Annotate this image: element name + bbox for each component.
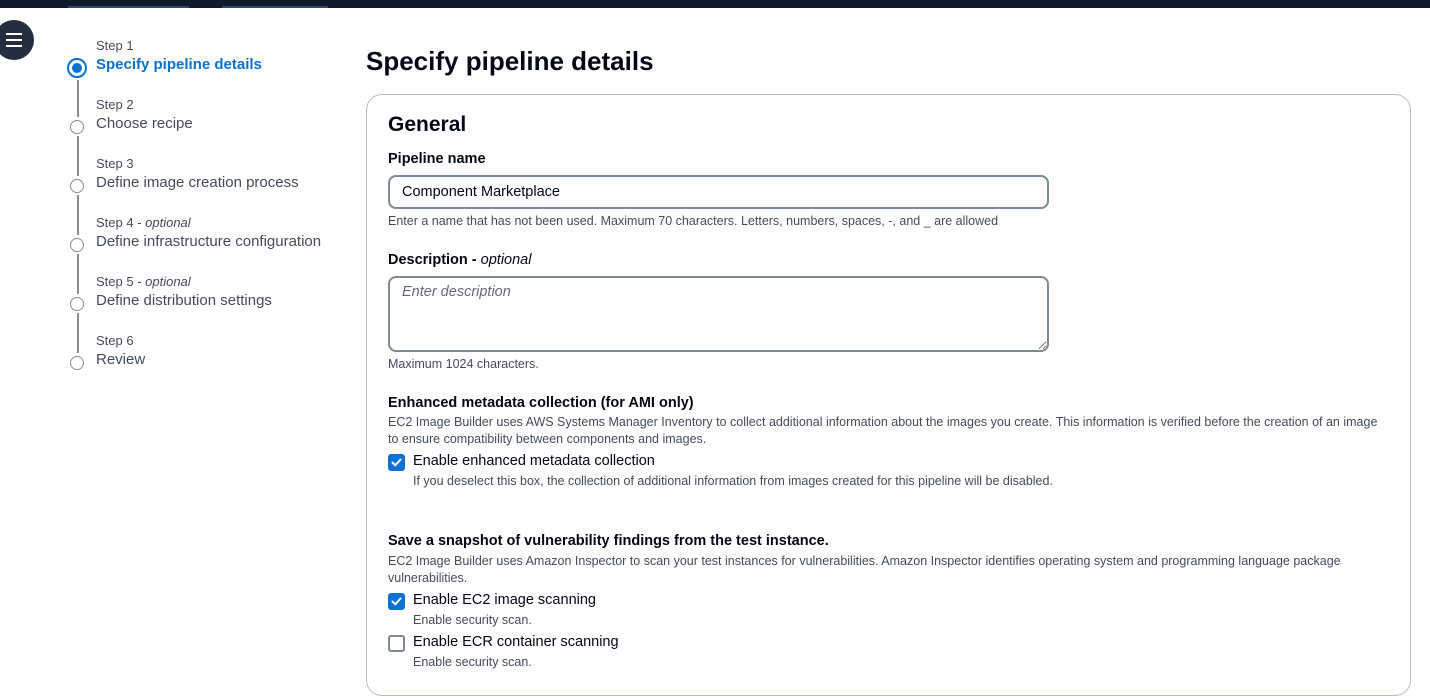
description-label: Description - optional <box>388 252 532 268</box>
step-4 <box>66 213 356 272</box>
ec2-image-scanning-checkbox[interactable] <box>388 593 405 610</box>
step-title: Define image creation process <box>96 174 299 191</box>
enhanced-metadata-checkbox-label[interactable]: Enable enhanced metadata collection <box>413 453 655 469</box>
step-title: Review <box>96 351 146 368</box>
step-label: Step 6 <box>96 333 134 348</box>
menu-button[interactable] <box>0 20 34 60</box>
step-title: Define distribution settings <box>96 292 272 309</box>
top-navigation-bar <box>0 0 1430 8</box>
enhanced-metadata-checkbox-description: If you deselect this box, the collection of additional information from images created for this pipeline will be disabled. <box>413 474 1053 488</box>
step-indicator-icon <box>70 179 84 193</box>
step-label: Step 4 - optional <box>96 215 191 230</box>
general-container <box>366 94 1411 696</box>
metadata-section-description: EC2 Image Builder uses AWS Systems Manager Inventory to collect additional information about the images you create. This information is verified before the creation of an image to ensure compatibility between components and images. <box>388 415 1378 446</box>
step-active-indicator-icon <box>67 58 87 78</box>
step-label: Step 5 - optional <box>96 274 191 289</box>
checkmark-icon <box>391 457 402 468</box>
checkmark-icon <box>391 596 402 607</box>
pipeline-name-label: Pipeline name <box>388 151 486 167</box>
ec2-image-scanning-description: Enable security scan. <box>413 613 532 627</box>
ecr-container-scanning-label[interactable]: Enable ECR container scanning <box>413 634 619 650</box>
top-nav-tab-indicator[interactable] <box>222 6 328 8</box>
step-indicator-icon <box>70 297 84 311</box>
step-label: Step 2 <box>96 97 134 112</box>
step-3 <box>66 154 356 213</box>
step-2 <box>66 95 356 154</box>
ecr-container-scanning-checkbox[interactable] <box>388 635 405 652</box>
step-indicator-icon <box>70 120 84 134</box>
step-6 <box>66 331 356 390</box>
step-indicator-icon <box>70 356 84 370</box>
vulnerability-section-title: Save a snapshot of vulnerability findings from the test instance. <box>388 533 829 549</box>
vulnerability-section-description: EC2 Image Builder uses Amazon Inspector to scan your test instances for vulnerabilities. Amazon Inspector identifies operating system and programming language package vulnerabilities. <box>388 554 1341 585</box>
top-nav-tab-indicator[interactable] <box>68 6 189 8</box>
ecr-container-scanning-description: Enable security scan. <box>413 655 532 669</box>
step-title: Define infrastructure configuration <box>96 233 322 250</box>
hamburger-menu-icon <box>6 33 22 47</box>
step-title: Choose recipe <box>96 115 193 132</box>
description-hint: Maximum 1024 characters. <box>388 357 539 371</box>
step-1 <box>66 36 356 95</box>
step-title-link[interactable]: Specify pipeline details <box>96 56 262 73</box>
general-heading: General <box>388 113 467 136</box>
ec2-image-scanning-label[interactable]: Enable EC2 image scanning <box>413 592 596 608</box>
metadata-section-title: Enhanced metadata collection (for AMI only) <box>388 395 694 411</box>
enhanced-metadata-checkbox[interactable] <box>388 454 405 471</box>
page-title: Specify pipeline details <box>366 46 654 76</box>
step-5 <box>66 272 356 331</box>
step-label: Step 3 <box>96 156 134 171</box>
pipeline-name-hint: Enter a name that has not been used. Maximum 70 characters. Letters, numbers, spaces, -, and _ are allowed <box>388 214 999 228</box>
pipeline-name-input[interactable] <box>388 175 1049 209</box>
description-textarea[interactable] <box>388 276 1049 352</box>
step-label: Step 1 <box>96 38 134 53</box>
wizard-steps-navigation <box>66 36 356 390</box>
step-indicator-icon <box>70 238 84 252</box>
